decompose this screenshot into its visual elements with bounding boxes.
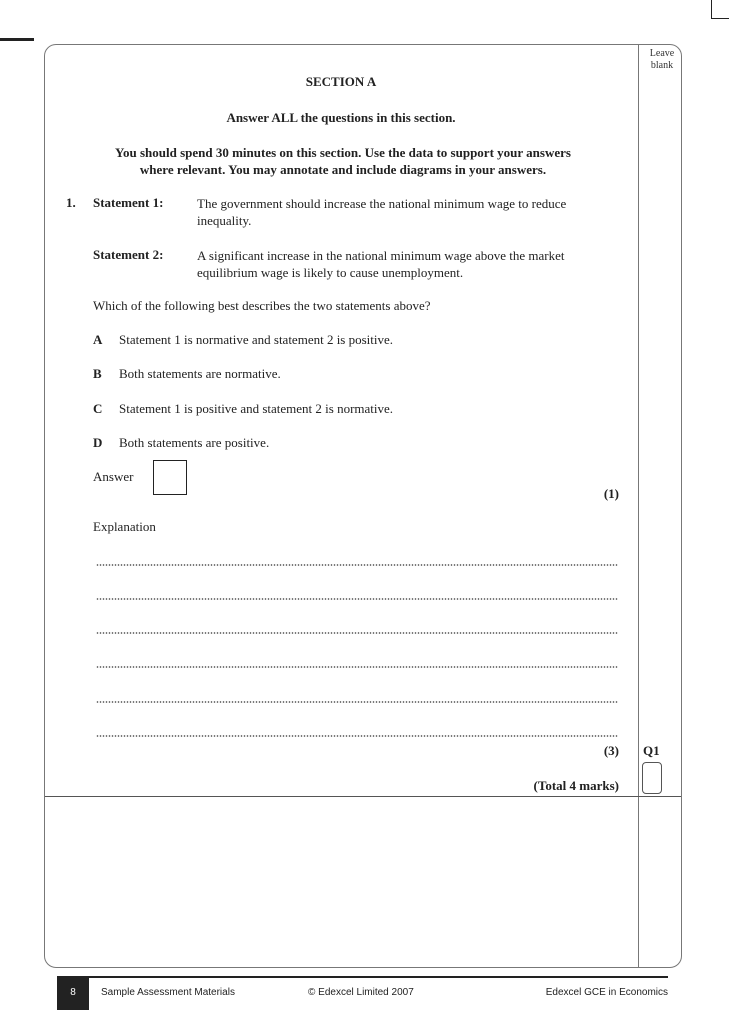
explanation-line[interactable] — [96, 598, 618, 600]
explanation-line[interactable] — [96, 666, 618, 668]
answer-marks: (1) — [603, 486, 619, 501]
footer-right-text: Edexcel GCE in Economics — [545, 987, 668, 998]
examiner-score-box — [642, 762, 662, 794]
question-number: 1. — [66, 195, 76, 210]
option-d-letter: D — [93, 435, 103, 450]
leave-blank-label: Leave blank — [649, 48, 675, 71]
explanation-line[interactable] — [96, 632, 618, 634]
answer-all-instruction: Answer ALL the questions in this section. — [226, 110, 456, 125]
explanation-marks: (3) — [603, 743, 619, 758]
instruction-line-2: where relevant. You may annotate and include diagrams in your answers. — [139, 162, 547, 177]
page-footer — [57, 976, 668, 1010]
option-a-letter: A — [93, 332, 103, 347]
page-frame — [44, 44, 682, 968]
explanation-line[interactable] — [96, 564, 618, 566]
section-divider — [45, 796, 681, 797]
explanation-line[interactable] — [96, 701, 618, 703]
answer-box[interactable] — [153, 460, 187, 495]
footer-left-text: Sample Assessment Materials — [101, 987, 235, 998]
statement-1-label: Statement 1: — [93, 195, 164, 210]
option-d-text: Both statements are positive. — [119, 435, 270, 450]
crop-mark-right-horizontal — [711, 18, 729, 19]
time-instructions — [44, 144, 642, 178]
statement-1-text: The government should increase the national minimum wage to reduce inequality. — [197, 196, 567, 228]
option-c-text: Statement 1 is positive and statement 2 is normative. — [119, 401, 394, 416]
option-b-text: Both statements are normative. — [119, 366, 281, 381]
option-c-letter: C — [93, 401, 103, 416]
statement-2-label: Statement 2: — [93, 247, 164, 262]
leave-blank-divider — [638, 45, 639, 967]
option-a-text: Statement 1 is normative and statement 2 is positive. — [119, 332, 394, 347]
explanation-label: Explanation — [93, 519, 156, 534]
section-title: SECTION A — [305, 74, 377, 89]
question-margin-label: Q1 — [643, 743, 660, 758]
instruction-line-1: You should spend 30 minutes on this section. Use the data to support your answers — [115, 145, 571, 160]
crop-mark-right — [711, 0, 712, 19]
total-marks: (Total 4 marks) — [533, 778, 619, 793]
crop-mark-left — [0, 38, 34, 41]
footer-copyright: © Edexcel Limited 2007 — [308, 987, 414, 998]
option-b-letter: B — [93, 366, 102, 381]
answer-label: Answer — [93, 469, 134, 484]
statement-2-text: A significant increase in the national minimum wage above the market equilibrium wage is likely to cause unemployment. — [197, 248, 565, 280]
page-number: 8 — [57, 978, 89, 1010]
question-prompt: Which of the following best describes the two statements above? — [93, 298, 431, 313]
footer-rule — [57, 976, 668, 978]
explanation-line[interactable] — [96, 735, 618, 737]
